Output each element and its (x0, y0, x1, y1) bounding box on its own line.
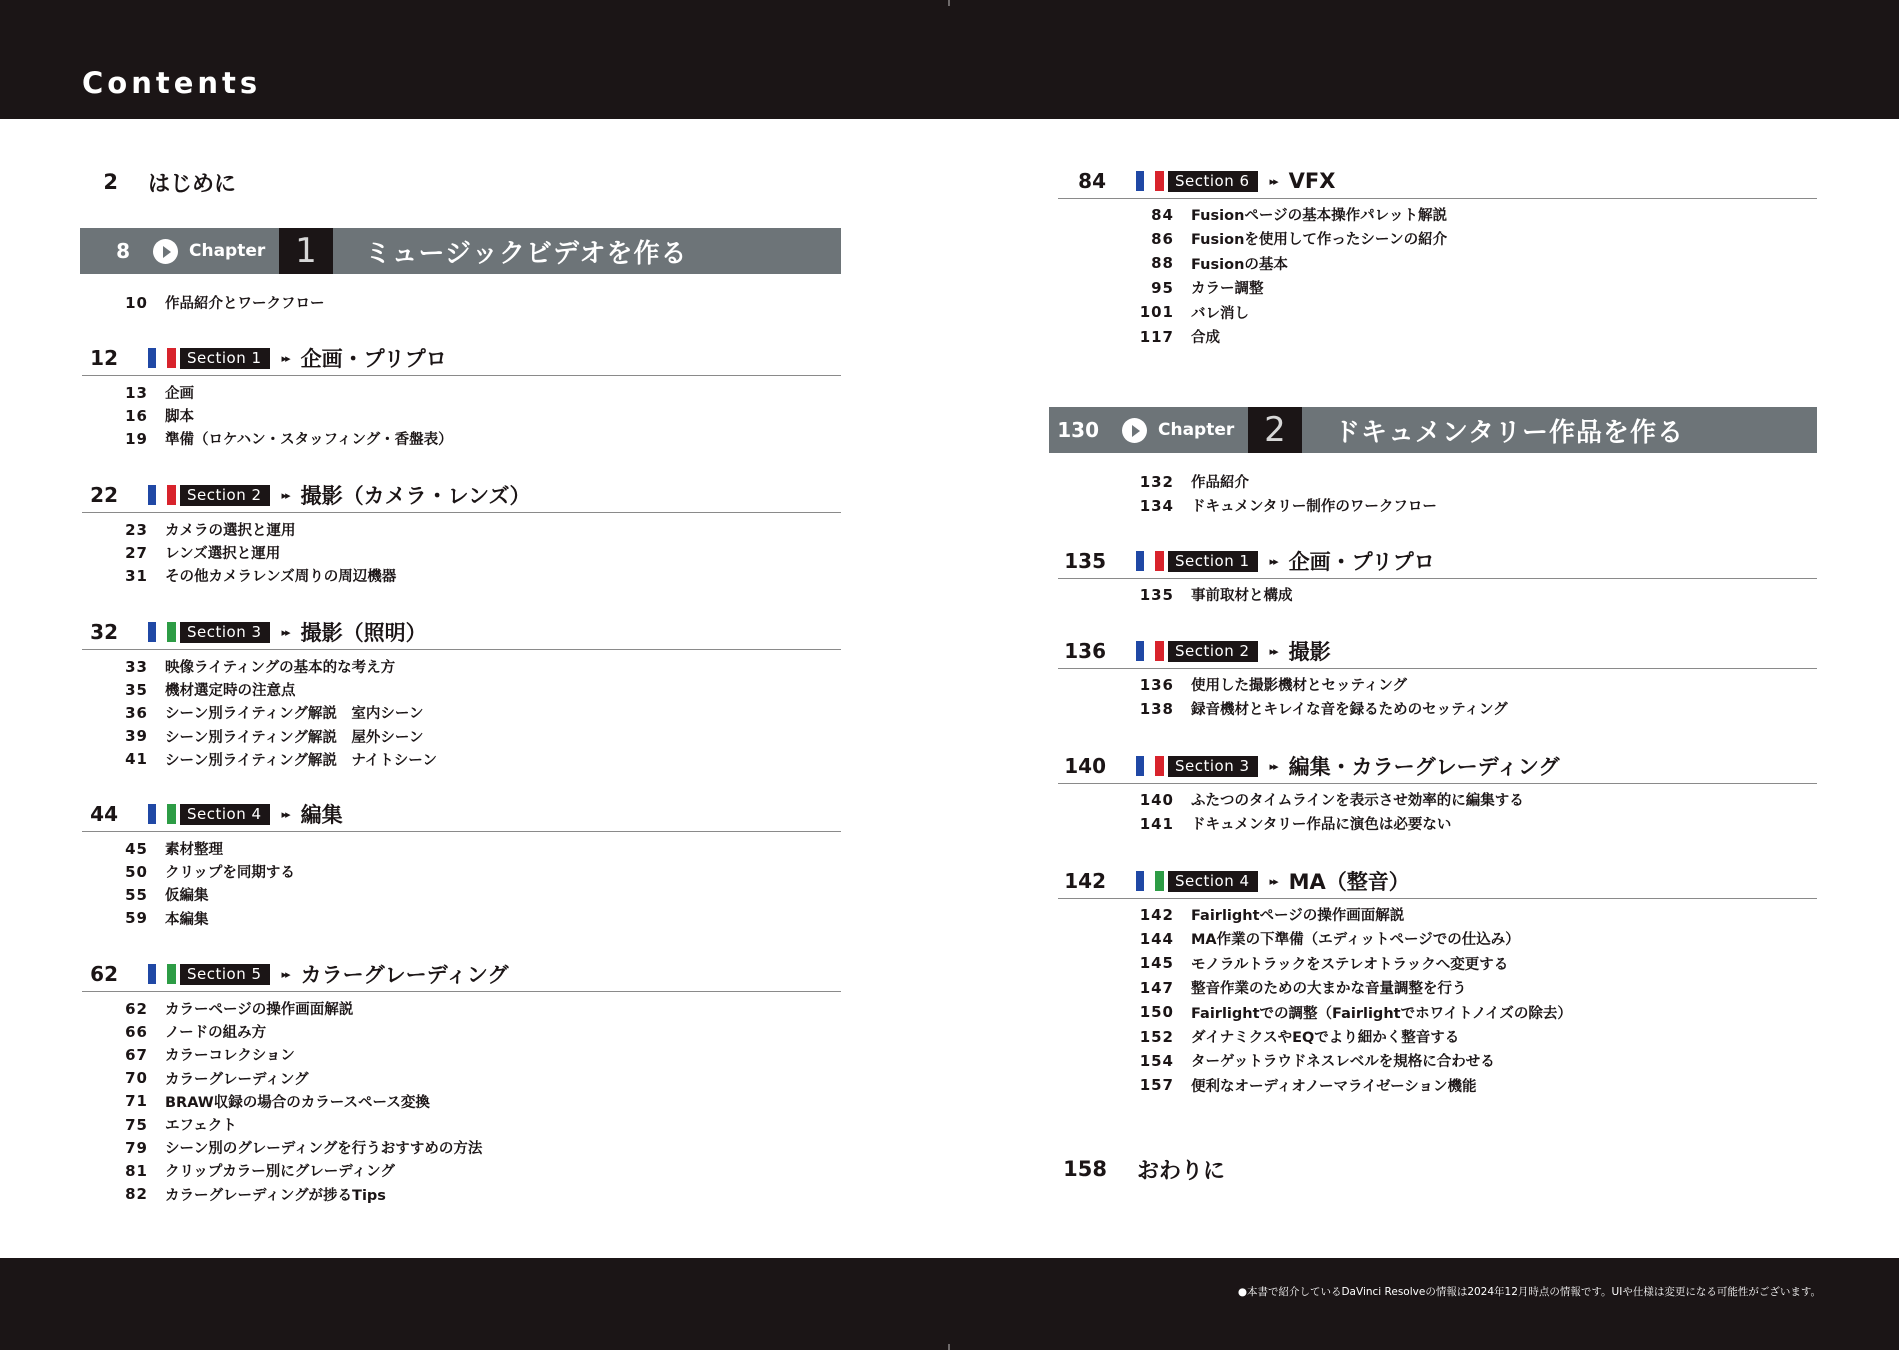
item-page-number: 88 (1151, 254, 1174, 273)
section-heading[interactable] (1058, 164, 1817, 199)
list-item[interactable] (102, 291, 325, 314)
chapter-1-banner[interactable] (80, 228, 841, 274)
item-page-number: 16 (125, 406, 148, 425)
double-arrow-icon: ▸▸ (1269, 644, 1277, 658)
item-title: 作品紹介 (1191, 475, 1249, 491)
list-item[interactable] (102, 518, 296, 541)
item-page-number: 45 (125, 839, 148, 858)
list-item[interactable] (102, 678, 296, 701)
section-title: 撮影 (1288, 640, 1331, 664)
item-title: シーン別ライティング解説 室内シーン (165, 706, 424, 723)
double-arrow-icon: ▸▸ (1269, 759, 1277, 773)
item-page-number: 10 (125, 293, 148, 312)
item-title: その他カメラレンズ周りの周辺機器 (165, 569, 397, 586)
section-heading[interactable] (1058, 749, 1817, 784)
item-page-number: 39 (125, 727, 148, 746)
item-page-number: 142 (1139, 905, 1174, 924)
item-page-number: 75 (125, 1115, 148, 1134)
list-item[interactable] (1128, 1025, 1459, 1048)
item-title: 準備（ロケハン・スタッフィング・香盤表） (165, 432, 453, 449)
item-page-number: 147 (1139, 978, 1174, 997)
double-arrow-icon: ▸▸ (1269, 874, 1277, 888)
item-title: Fusionページの基本操作パレット解説 (1191, 208, 1447, 224)
item-page-number: 138 (1139, 699, 1174, 718)
item-title: ターゲットラウドネスレベルを規格に合わせる (1191, 1054, 1495, 1071)
item-page-number: 50 (125, 862, 148, 881)
section-tag: Section 3 (1168, 756, 1258, 777)
item-page-number: 13 (125, 383, 148, 402)
double-arrow-icon: ▸▸ (1269, 554, 1277, 568)
chapter-2-banner[interactable] (1049, 407, 1817, 453)
list-item[interactable] (102, 837, 223, 860)
chapter-title: ドキュメンタリー作品を作る (1334, 417, 1684, 448)
item-title: 仮編集 (165, 888, 209, 905)
section-page-number: 142 (1064, 869, 1106, 893)
item-page-number: 62 (125, 999, 148, 1018)
item-title: ドキュメンタリー制作のワークフロー (1191, 499, 1437, 515)
list-item[interactable] (1128, 1049, 1495, 1072)
item-title: ふたつのタイムラインを表示させ効率的に編集する (1191, 793, 1524, 809)
entry-title: はじめに (148, 171, 237, 197)
list-item[interactable] (1128, 252, 1288, 275)
entry-page-number: 2 (103, 170, 118, 194)
play-icon (1122, 418, 1147, 443)
item-page-number: 117 (1139, 327, 1174, 346)
item-page-number: 36 (125, 703, 148, 722)
item-page-number: 35 (125, 680, 148, 699)
section-heading[interactable] (82, 957, 841, 992)
list-item[interactable] (1128, 812, 1451, 835)
chapter-page-number: 8 (116, 239, 130, 263)
item-page-number: 31 (125, 566, 148, 585)
footer-band (0, 1258, 1899, 1350)
section-heading[interactable] (82, 615, 841, 650)
item-title: モノラルトラックをステレオトラックへ変更する (1191, 956, 1509, 973)
item-title: 素材整理 (165, 842, 223, 858)
fold-mark (948, 1344, 950, 1350)
section-tag: Section 6 (1168, 171, 1258, 192)
section-tag: Section 4 (180, 804, 270, 825)
chapter-label: Chapter (1158, 420, 1235, 440)
item-title: ドキュメンタリー作品に演色は必要ない (1191, 817, 1452, 834)
item-title: 便利なオーディオノーマライゼーション機能 (1191, 1078, 1477, 1095)
list-item[interactable] (1128, 903, 1404, 926)
section-tag: Section 1 (1168, 551, 1258, 572)
play-icon (153, 239, 178, 264)
item-title: クリップカラー別にグレーディング (165, 1164, 395, 1181)
section-title: 企画・プリプロ (300, 347, 447, 371)
list-item[interactable] (102, 655, 395, 678)
item-title: 機材選定時の注意点 (165, 683, 296, 700)
item-title: カラーグレーディング (165, 1071, 309, 1088)
fold-mark (948, 0, 950, 6)
entry-page-number: 158 (1063, 1157, 1107, 1181)
item-page-number: 66 (125, 1022, 148, 1041)
item-page-number: 71 (125, 1092, 148, 1111)
double-arrow-icon: ▸▸ (281, 625, 289, 639)
item-title: 事前取材と構成 (1191, 588, 1293, 604)
flag-icon (148, 804, 176, 824)
item-page-number: 132 (1139, 472, 1174, 491)
section-title: MA（整音） (1288, 870, 1410, 894)
section-title: 企画・プリプロ (1288, 550, 1435, 574)
item-title: 本編集 (165, 911, 209, 928)
section-tag: Section 2 (1168, 641, 1258, 662)
flag-icon (148, 622, 176, 642)
item-title: 録音機材とキレイな音を録るためのセッティング (1191, 702, 1508, 719)
item-page-number: 157 (1139, 1076, 1174, 1095)
double-arrow-icon: ▸▸ (281, 807, 289, 821)
section-page-number: 32 (90, 620, 118, 644)
list-item[interactable] (1128, 494, 1437, 517)
list-item[interactable] (102, 1113, 237, 1136)
list-item[interactable] (102, 1183, 386, 1206)
item-page-number: 41 (125, 750, 148, 769)
list-item[interactable] (102, 725, 424, 748)
item-title: カラー調整 (1191, 281, 1264, 298)
section-heading[interactable] (1058, 864, 1817, 899)
item-title: レンズ選択と運用 (165, 546, 281, 563)
item-page-number: 27 (125, 543, 148, 562)
list-item[interactable] (1128, 976, 1467, 999)
list-item[interactable] (102, 381, 194, 404)
list-item[interactable] (102, 883, 209, 906)
item-title: 使用した撮影機材とセッティング (1191, 678, 1408, 694)
section-title: VFX (1288, 169, 1336, 193)
section-page-number: 44 (90, 802, 118, 826)
item-title: BRAW収録の場合のカラースペース変換 (165, 1094, 430, 1111)
list-item[interactable] (1128, 203, 1447, 226)
list-item[interactable] (102, 860, 295, 883)
list-item[interactable] (102, 1067, 309, 1090)
item-title: シーン別のグレーディングを行うおすすめの方法 (165, 1141, 483, 1158)
item-page-number: 82 (125, 1185, 148, 1204)
section-title: 編集 (300, 803, 343, 827)
section-title: 撮影（カメラ・レンズ） (300, 484, 531, 508)
section-tag: Section 4 (1168, 871, 1258, 892)
flag-icon (1136, 756, 1164, 776)
entry-title: おわりに (1137, 1158, 1226, 1184)
list-item[interactable] (1128, 276, 1264, 299)
item-page-number: 101 (1139, 303, 1174, 322)
section-page-number: 135 (1064, 549, 1106, 573)
list-item[interactable] (102, 1090, 430, 1113)
double-arrow-icon: ▸▸ (281, 488, 289, 502)
item-page-number: 79 (125, 1138, 148, 1157)
item-page-number: 135 (1139, 585, 1174, 604)
chapter-page-number: 130 (1057, 418, 1099, 442)
double-arrow-icon: ▸▸ (281, 351, 289, 365)
list-item[interactable] (102, 404, 194, 427)
list-item[interactable] (1128, 1001, 1572, 1024)
list-item[interactable] (1128, 325, 1220, 348)
flag-icon (148, 348, 176, 368)
item-page-number: 81 (125, 1161, 148, 1180)
item-title: 企画 (165, 386, 194, 402)
section-page-number: 62 (90, 962, 118, 986)
list-item[interactable] (102, 541, 280, 564)
item-page-number: 154 (1139, 1051, 1174, 1070)
list-item[interactable] (102, 427, 453, 450)
list-item[interactable] (102, 748, 437, 771)
double-arrow-icon: ▸▸ (1269, 174, 1277, 188)
item-page-number: 84 (1151, 205, 1174, 224)
item-page-number: 70 (125, 1069, 148, 1088)
toc-entry-intro[interactable] (80, 165, 236, 199)
double-arrow-icon: ▸▸ (281, 967, 289, 981)
item-page-number: 152 (1139, 1027, 1174, 1046)
section-tag: Section 5 (180, 964, 270, 985)
section-heading[interactable] (82, 478, 841, 513)
list-item[interactable] (102, 1020, 266, 1043)
item-page-number: 140 (1139, 790, 1174, 809)
item-title: カラーページの操作画面解説 (165, 1002, 354, 1018)
list-item[interactable] (102, 1136, 482, 1159)
list-item[interactable] (1128, 1074, 1477, 1097)
section-page-number: 140 (1064, 754, 1106, 778)
item-title: Fusionの基本 (1191, 256, 1288, 273)
chapter-number: 1 (279, 228, 333, 274)
list-item[interactable] (102, 564, 396, 587)
item-title: 脚本 (165, 409, 194, 426)
list-item[interactable] (1128, 227, 1447, 250)
item-page-number: 136 (1139, 675, 1174, 694)
list-item[interactable] (102, 907, 209, 930)
section-page-number: 12 (90, 346, 118, 370)
list-item[interactable] (1128, 927, 1520, 950)
page-title: Contents (82, 66, 262, 100)
item-title: シーン別ライティング解説 屋外シーン (165, 729, 424, 746)
item-title: ノードの組み方 (165, 1025, 267, 1042)
section-tag: Section 1 (180, 348, 270, 369)
list-item[interactable] (1128, 697, 1508, 720)
item-title: ダイナミクスやEQでより細かく整音する (1191, 1030, 1460, 1046)
toc-entry-outro[interactable] (1050, 1152, 1225, 1186)
flag-icon (1136, 871, 1164, 891)
item-page-number: 150 (1139, 1003, 1174, 1022)
footer-notice: ●本書で紹介しているDaVinci Resolveの情報は2024年12月時点の情報です。UIや仕様は変更になる可能性がございます。 (1237, 1286, 1821, 1298)
section-tag: Section 3 (180, 622, 270, 643)
item-title: カメラの選択と運用 (165, 523, 296, 539)
item-page-number: 55 (125, 885, 148, 904)
item-title: バレ消し (1191, 305, 1249, 322)
list-item[interactable] (102, 1043, 295, 1066)
header-band (0, 0, 1899, 119)
item-page-number: 23 (125, 520, 148, 539)
list-item[interactable] (102, 1159, 395, 1182)
item-page-number: 95 (1151, 278, 1174, 297)
item-title: 映像ライティングの基本的な考え方 (165, 660, 396, 676)
section-title: 編集・カラーグレーディング (1288, 755, 1560, 779)
section-page-number: 22 (90, 483, 118, 507)
item-page-number: 145 (1139, 954, 1174, 973)
item-title: Fairlightページの操作画面解説 (1191, 908, 1405, 924)
flag-icon (1136, 551, 1164, 571)
item-title: 整音作業のための大まかな音量調整を行う (1191, 981, 1467, 998)
section-heading[interactable] (82, 797, 841, 832)
section-tag: Section 2 (180, 485, 270, 506)
chapter-number: 2 (1248, 407, 1302, 453)
item-title: 作品紹介とワークフロー (165, 296, 325, 312)
list-item[interactable] (1128, 301, 1249, 324)
item-title: カラーグレーディングが捗るTips (165, 1187, 386, 1204)
list-item[interactable] (1128, 952, 1508, 975)
flag-icon (1136, 641, 1164, 661)
list-item[interactable] (102, 997, 353, 1020)
section-heading[interactable] (1058, 634, 1817, 669)
list-item[interactable] (102, 701, 424, 724)
flag-icon (148, 964, 176, 984)
item-page-number: 141 (1139, 814, 1174, 833)
section-page-number: 84 (1078, 169, 1106, 193)
section-title: 撮影（照明） (300, 621, 427, 645)
list-item[interactable] (1128, 673, 1407, 696)
item-page-number: 134 (1139, 496, 1174, 515)
list-item[interactable] (1128, 788, 1524, 811)
chapter-title: ミュージックビデオを作る (365, 238, 688, 269)
item-title: カラーコレクション (165, 1048, 295, 1065)
item-page-number: 144 (1139, 929, 1174, 948)
item-page-number: 67 (125, 1045, 148, 1064)
list-item[interactable] (1128, 470, 1249, 493)
list-item[interactable] (1128, 583, 1293, 606)
item-title: 合成 (1191, 330, 1220, 346)
item-title: クリップを同期する (165, 865, 295, 882)
item-title: Fairlightでの調整（Fairlightでホワイトノイズの除去） (1191, 1005, 1572, 1022)
item-page-number: 33 (125, 657, 148, 676)
item-title: Fusionを使用して作ったシーンの紹介 (1191, 232, 1448, 249)
section-heading[interactable] (1058, 544, 1817, 579)
item-page-number: 59 (125, 909, 148, 928)
chapter-label: Chapter (189, 241, 266, 261)
item-title: エフェクト (165, 1118, 237, 1134)
flag-icon (148, 485, 176, 505)
section-title: カラーグレーディング (300, 963, 509, 987)
item-title: シーン別ライティング解説 ナイトシーン (165, 752, 438, 769)
item-page-number: 19 (125, 429, 148, 448)
section-page-number: 136 (1064, 639, 1106, 663)
item-page-number: 86 (1151, 229, 1174, 248)
item-title: MA作業の下準備（エディットページでの仕込み） (1191, 932, 1520, 949)
section-heading[interactable] (82, 341, 841, 376)
flag-icon (1136, 171, 1164, 191)
